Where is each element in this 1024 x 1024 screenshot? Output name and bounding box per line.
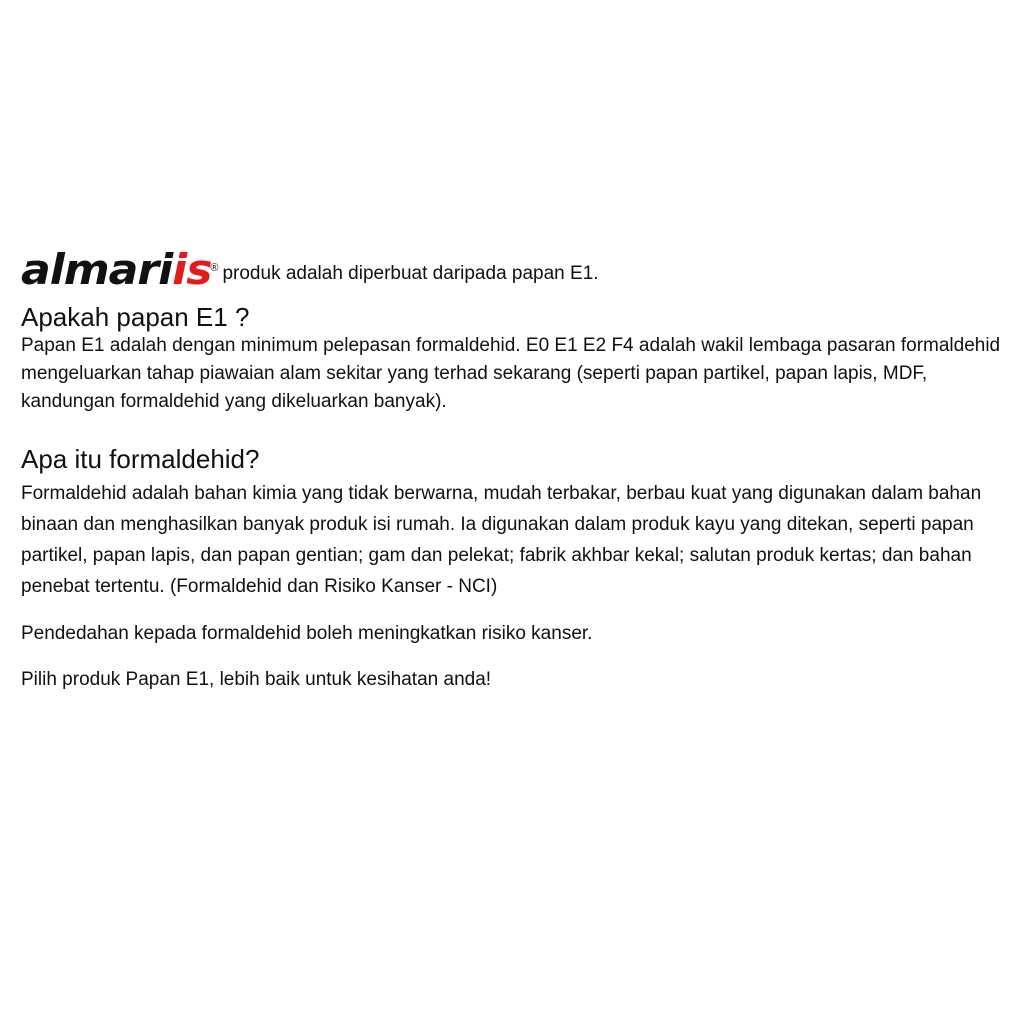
brand-line — [21, 245, 1006, 294]
risk-note: Pendedahan kepada formaldehid boleh meningkatkan risiko kanser. — [21, 623, 593, 644]
call-to-action: Pilih produk Papan E1, lebih baik untuk kesihatan anda! — [21, 669, 492, 690]
section1-paragraph: Papan E1 adalah dengan minimum pelepasan formaldehid. E0 E1 E2 F4 adalah wakil lembaga pasaran formaldehid mengeluarkan tahap piawaian alam sekitar yang terhad sekarang (seperti papan partikel, papan lapis, MDF, kandungan formaldehid yang dikeluarkan banyak). — [21, 335, 1001, 412]
section2-paragraph: Formaldehid adalah bahan kimia yang tidak berwarna, mudah terbakar, berbau kuat yang digunakan dalam bahan binaan dan menghasilkan banyak produk isi rumah. Ia digunakan dalam produk kayu yang ditekan, seperti papan partikel, papan lapis, dan papan gentian; gam dan pelekat; fabrik akhbar kekal; salutan produk kertas; dan bahan penebat tertentu. (Formaldehid dan Risiko Kanser - NCI) — [21, 483, 982, 597]
brand-tagline: produk adalah diperbuat daripada papan E1. — [222, 263, 599, 284]
almariis-logo — [21, 245, 212, 294]
logo-accent-text: is — [172, 245, 212, 294]
document-body — [21, 245, 1006, 694]
logo-main-text: almari — [21, 245, 173, 294]
section2-heading: Apa itu formaldehid? — [21, 444, 260, 474]
section1-heading: Apakah papan E1 ? — [21, 302, 250, 332]
registered-mark: ® — [210, 262, 219, 274]
